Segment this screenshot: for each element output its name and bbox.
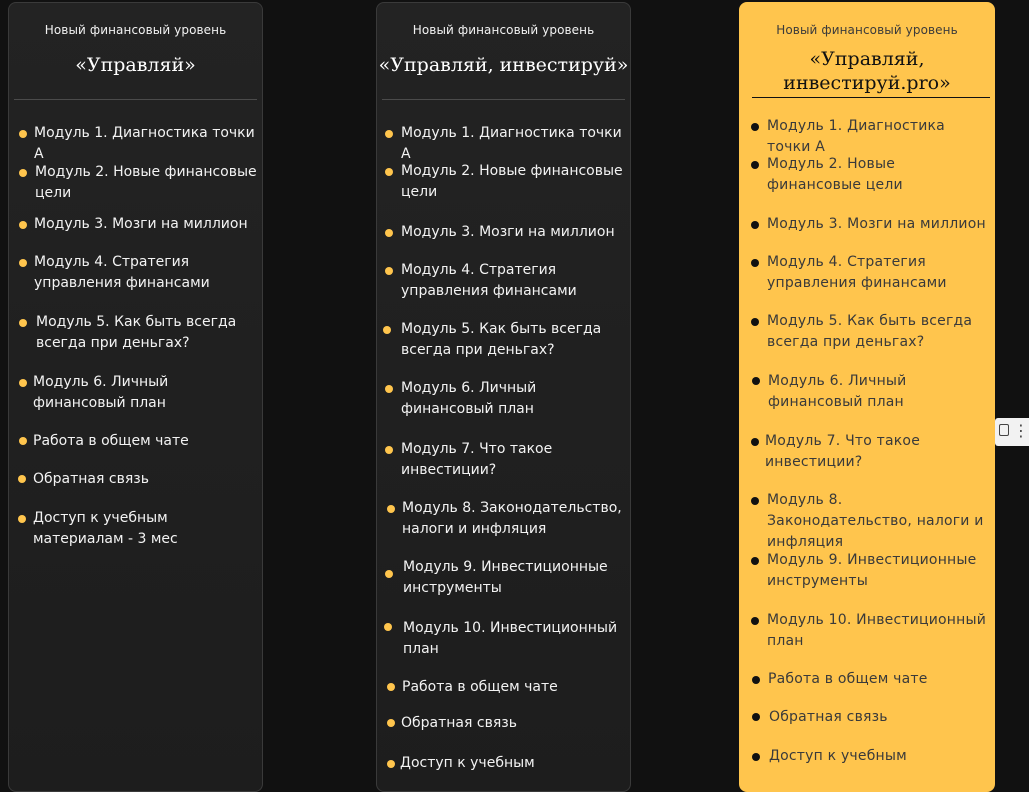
bullet-icon — [751, 438, 759, 446]
bullet-icon — [19, 130, 27, 138]
bullet-icon — [751, 123, 759, 131]
card-subtitle: Новый финансовый уровень — [776, 23, 958, 37]
list-item-text: Модуль 10. Инвестиционный план — [403, 620, 618, 657]
list-item-text: Модуль 4. Стратегия управления финансами — [401, 262, 577, 299]
bullet-icon — [18, 475, 26, 483]
list-item-text: Модуль 2. Новые финансовые цели — [35, 164, 257, 201]
list-item-text: Модуль 5. Как быть всегда всегда при деньгах? — [767, 313, 973, 350]
bullet-icon — [751, 617, 759, 625]
list-item-text: Обратная связь — [401, 715, 517, 731]
list-item-text: Модуль 8. Законодательство, налоги и инфляция — [767, 492, 984, 550]
bullet-icon — [751, 318, 759, 326]
bullet-icon — [19, 319, 27, 327]
title-divider — [382, 99, 625, 100]
bullet-icon — [18, 515, 26, 523]
list-item-text: Обратная связь — [769, 709, 888, 725]
list-item-text: Модуль 1. Диагностика точки А — [34, 125, 255, 162]
list-item-text: Модуль 1. Диагностика точки А — [401, 125, 622, 162]
bullet-icon — [387, 505, 395, 513]
bullet-icon — [385, 229, 393, 237]
bullet-icon — [387, 683, 395, 691]
tariff-card-upravlyai — [8, 2, 263, 792]
bullet-icon — [751, 161, 759, 169]
list-item-text: Работа в общем чате — [768, 671, 928, 687]
bullet-icon — [751, 497, 759, 505]
bullet-icon — [385, 385, 393, 393]
list-item-text: Модуль 6. Личный финансовый план — [33, 374, 169, 411]
bullet-icon — [385, 130, 393, 138]
title-divider — [14, 99, 257, 100]
list-item-text: Модуль 3. Мозги на миллион — [401, 224, 615, 240]
list-item-text: Модуль 2. Новые финансовые цели — [767, 156, 903, 193]
list-item-text: Модуль 4. Стратегия управления финансами — [767, 254, 947, 291]
bullet-icon — [752, 377, 760, 385]
bullet-icon — [752, 676, 760, 684]
list-item-text: Работа в общем чате — [402, 679, 558, 695]
bullet-icon — [387, 760, 395, 768]
list-item-text: Модуль 5. Как быть всегда всегда при деньгах? — [401, 321, 602, 358]
bullet-icon — [385, 168, 393, 176]
tariff-card-upravlyai-investiruy — [376, 2, 631, 792]
list-item-text: Модуль 8. Законодательство, налоги и инфляция — [402, 500, 622, 537]
bullet-icon — [752, 713, 760, 721]
list-item-text: Модуль 9. Инвестиционные инструменты — [767, 552, 977, 589]
card-title: «Управляй» — [75, 54, 196, 76]
list-item-text: Модуль 6. Личный финансовый план — [401, 380, 537, 417]
list-item-text: Модуль 5. Как быть всегда всегда при деньгах? — [36, 314, 237, 351]
list-item-text: Модуль 7. Что такое инвестиции? — [401, 441, 553, 478]
bullet-icon — [752, 753, 760, 761]
bullet-icon — [387, 719, 395, 727]
card-title-line: «Управляй, — [809, 48, 925, 70]
bullet-icon — [751, 557, 759, 565]
card-subtitle: Новый финансовый уровень — [44, 23, 227, 37]
list-item-text: Работа в общем чате — [33, 433, 189, 449]
list-item-text: Модуль 4. Стратегия управления финансами — [34, 254, 210, 291]
list-item-text: Модуль 3. Мозги на миллион — [34, 216, 248, 232]
bullet-icon — [19, 259, 27, 267]
list-item-text: Модуль 10. Инвестиционный план — [767, 612, 987, 649]
bullet-icon — [19, 221, 27, 229]
card-title: «Управляй, инвестируй» — [378, 54, 629, 76]
list-item-text: Обратная связь — [33, 471, 149, 487]
list-item-text: Модуль 9. Инвестиционные инструменты — [403, 559, 608, 596]
tariff-card-upravlyai-investiruy-pro — [739, 2, 995, 792]
bullet-icon — [19, 169, 27, 177]
bullet-icon — [751, 221, 759, 229]
list-item-text: Доступ к учебным — [769, 748, 907, 764]
card-title-line: инвестируй.pro» — [783, 72, 951, 94]
bullet-icon — [19, 437, 27, 445]
title-divider — [752, 97, 990, 98]
bullet-icon — [751, 259, 759, 267]
bullet-icon — [19, 379, 27, 387]
list-item-text: Модуль 2. Новые финансовые цели — [401, 163, 623, 200]
more-vertical-icon[interactable]: ⋮ — [1013, 421, 1029, 440]
card-subtitle: Новый финансовый уровень — [412, 23, 595, 37]
list-item-text: Модуль 1. Диагностика точки А — [767, 118, 945, 155]
bullet-icon — [385, 446, 393, 454]
list-item-text: Модуль 7. Что такое инвестиции? — [765, 433, 921, 470]
bullet-icon — [383, 326, 391, 334]
card-title — [740, 47, 994, 95]
bullet-icon — [385, 267, 393, 275]
list-item-text: Доступ к учебным материалам - 3 мес — [33, 510, 178, 547]
bullet-icon — [385, 570, 393, 578]
list-item-text: Доступ к учебным — [400, 755, 535, 771]
list-item-text: Модуль 6. Личный финансовый план — [768, 373, 907, 410]
floating-toolbar — [995, 418, 1029, 446]
bullet-icon — [384, 623, 392, 631]
list-item-text: Модуль 3. Мозги на миллион — [767, 216, 986, 232]
copy-icon[interactable] — [999, 424, 1009, 436]
